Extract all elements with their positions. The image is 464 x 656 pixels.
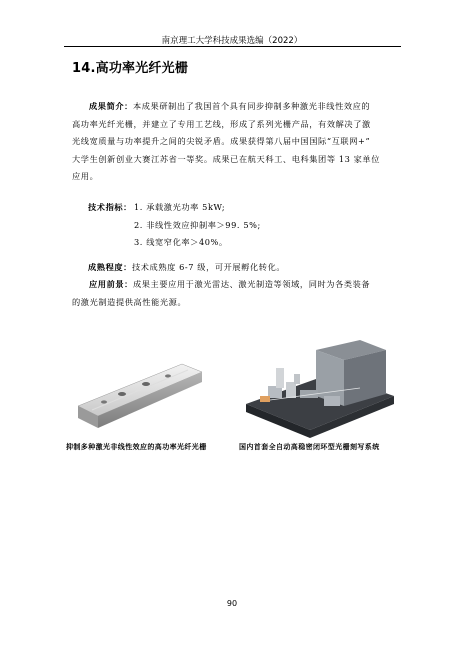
application-line-2: 的激光制造提供高性能光源。	[72, 296, 187, 307]
application-paragraph	[72, 276, 400, 311]
tech-indicators	[88, 199, 408, 252]
summary-label: 成果简介：	[89, 101, 133, 111]
summary-line-3: 光线宽质量与功率提升之间的尖锐矛盾。成果获得第八届中国国际“互联网+”	[72, 136, 371, 146]
fiber-grating-image	[70, 350, 210, 432]
maturity-text: 技术成熟度 6-7 级，可开展孵化转化。	[131, 262, 286, 272]
summary-line-1: 本成果研制出了我国首个具有同步抑制多种激光非线性效应的	[132, 101, 371, 111]
summary-paragraph	[72, 98, 400, 186]
page-number: 90	[226, 599, 238, 608]
tech-item-1: 1. 承载激光功率 5kW;	[134, 202, 226, 212]
running-header: 南京理工大学科技成果选编（2022）	[161, 36, 303, 46]
tech-label: 技术指标：	[88, 202, 132, 212]
summary-line-5: 应用。	[72, 171, 99, 181]
tech-item-2: 2. 非线性效应抑制率＞99. 5%;	[134, 219, 261, 230]
application-label: 应用前景：	[89, 279, 133, 289]
maturity-paragraph	[88, 259, 400, 277]
tech-item-3: 3. 线宽窄化率＞40%。	[134, 237, 228, 247]
summary-line-2: 高功率光纤光栅，并建立了专用工艺线，形成了系列光栅产品，有效解决了激	[72, 118, 371, 129]
header-rule	[64, 46, 401, 47]
section-title: 14.高功率光纤光栅	[72, 61, 189, 76]
maturity-label: 成熟程度：	[88, 262, 132, 272]
summary-line-4: 大学生创新创业大赛江苏省一等奖。成果已在航天科工、电科集团等 13 家单位	[72, 153, 381, 164]
left-figure-caption: 抑制多种激光非线性效应的高功率光纤光栅	[66, 443, 207, 451]
grating-writing-system-image	[240, 338, 400, 440]
right-figure-caption: 国内首套全自动高稳密闭环型光栅刻写系统	[239, 443, 380, 451]
application-line-1: 成果主要应用于激光雷达、激光制造等领域，同时为各类装备	[132, 279, 371, 289]
